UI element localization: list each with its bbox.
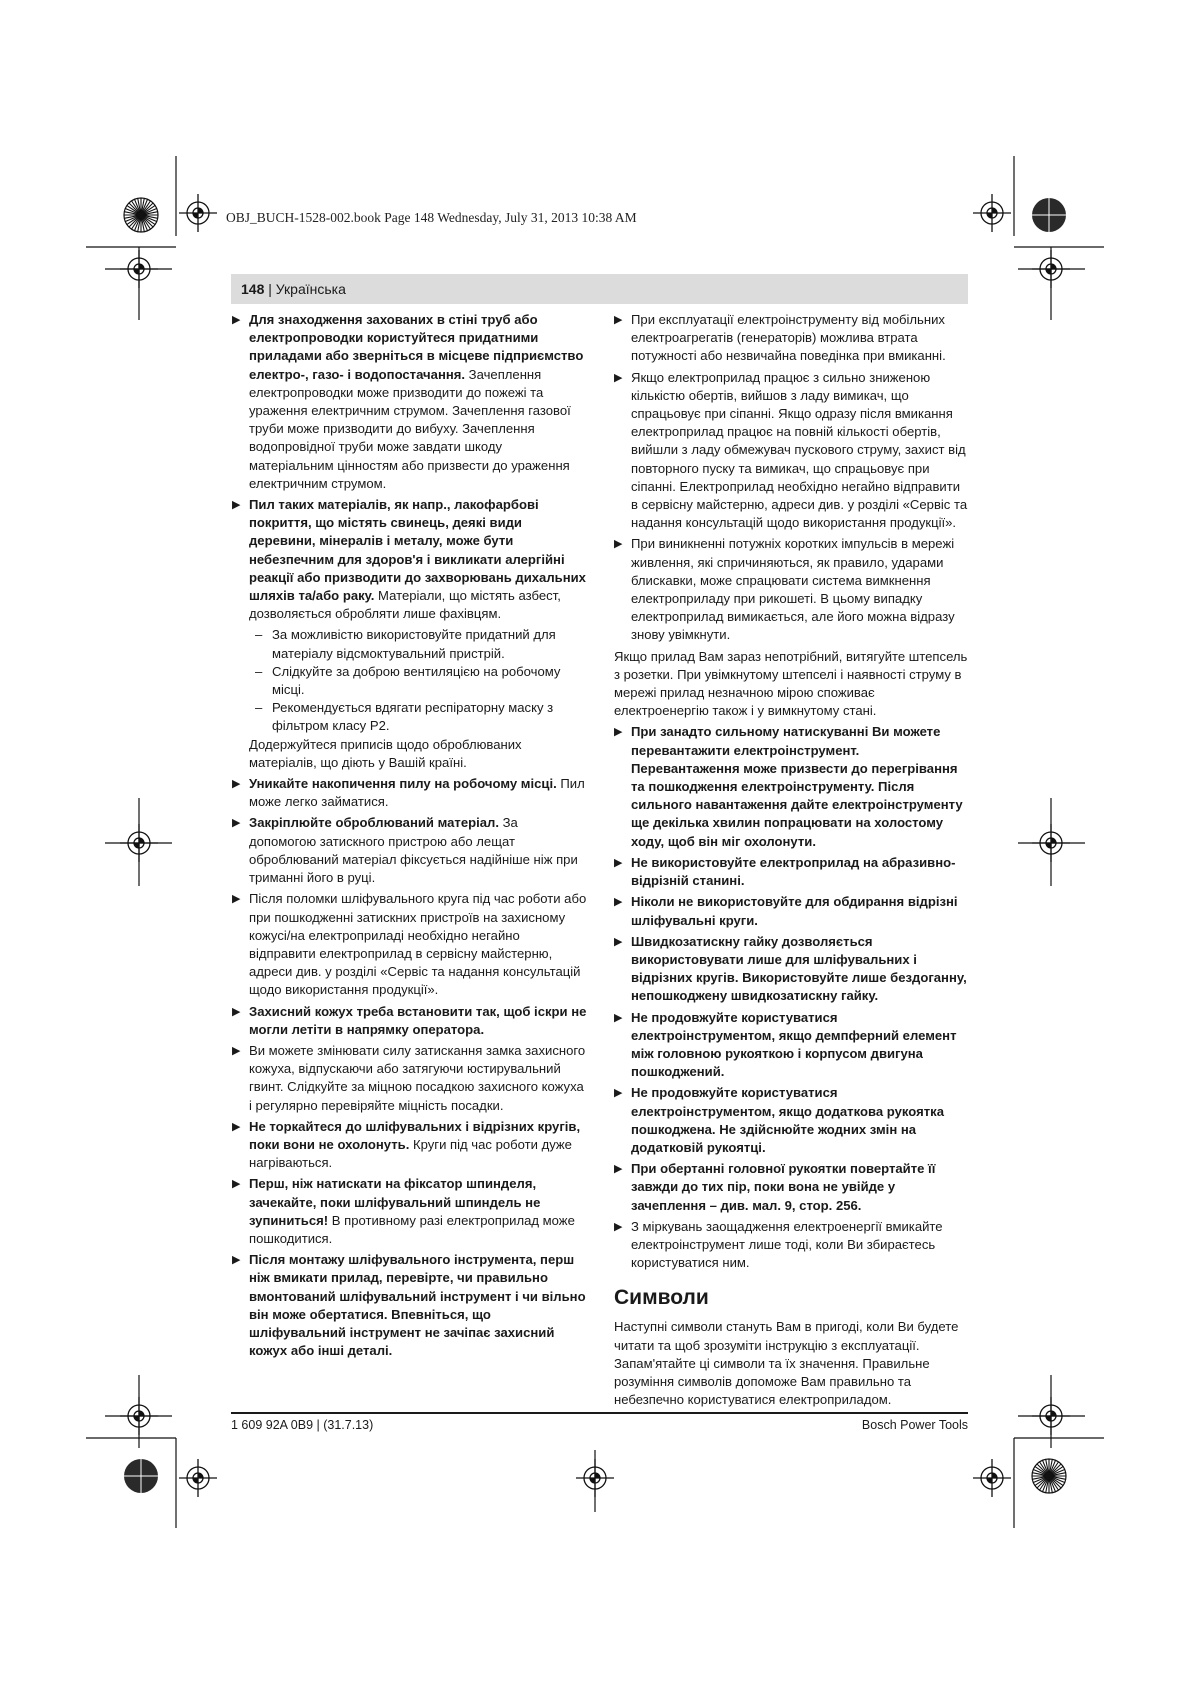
- registration-mark-icon: [1032, 824, 1070, 862]
- list-item: [232, 814, 588, 887]
- registration-mark-icon: [973, 1459, 1011, 1497]
- color-target-icon: [124, 1459, 158, 1493]
- triangle-bullet-icon: ▶: [232, 499, 241, 512]
- note-paragraph: Додержуйтеся приписів щодо оброблюваних матеріалів, що діють у Вашій країні.: [249, 736, 522, 770]
- triangle-bullet-icon: ▶: [614, 935, 623, 948]
- item-warning: Не продовжуйте користуватися електроінструментом, якщо демпферний елемент між головною рукояткою і корпусом двигуна пошкоджений.: [631, 1009, 957, 1080]
- triangle-bullet-icon: ▶: [232, 1254, 241, 1267]
- item-text: Ви можете змінювати силу затискання замка захисного кожуха, відпускаючи або затягуючи юстирувальний гвинт. Слідкуйте за міцною посадкою захисного кожуха і регулярно перевіряйте міцність посадки.: [249, 1042, 586, 1113]
- item-text: Якщо електроприлад працює з сильно зниженою кількістю обертів, вийшов з ладу вимикач, що спрацьовує при сіпанні. Якщо одразу після вмикання електроприлад працює на повній кількості обертів, вийшли з ладу обмежувач пускового струму, захист від повторного пуску та вимикач, що спрацьовує при сіпанні. Електроприлад необхідно негайно відправити в сервісну майстерню, адреси див. у розділі «Сервіс та надання консультацій щодо використання продукції».: [631, 369, 968, 531]
- page-language: Українська: [275, 281, 346, 297]
- registration-mark-icon: [120, 824, 158, 862]
- item-warning: Швидкозатискну гайку дозволяється використовувати лише для шліфувальних і відрізних кругів. Використовуйте лише бездоганну, непошкоджену швидкозатискну гайку.: [631, 933, 967, 1004]
- dash-text: За можливістю використовуйте придатний для матеріалу відсмоктувальний пристрій.: [272, 627, 556, 661]
- color-target-icon: [124, 198, 158, 232]
- item-warning: Не використовуйте електроприлад на абразивно-відрізній станині.: [631, 854, 956, 889]
- list-item: [614, 311, 968, 366]
- list-item: [232, 496, 588, 623]
- dash-bullet: –: [255, 700, 263, 716]
- item-text: Пил може легко займатися.: [249, 776, 585, 810]
- triangle-bullet-icon: ▶: [614, 856, 623, 869]
- triangle-bullet-icon: ▶: [614, 1220, 623, 1233]
- triangle-bullet-icon: ▶: [232, 1044, 241, 1057]
- item-warning: Після монтажу шліфувального інструмента, перш ніж вмикати прилад, перевірте, чи правильно вмонтований шліфувальний інструмент і чи вільно він може обертатися. Впевніться, що шліфувальний інструмент не зачіпає захисний кожух або інші деталі.: [249, 1252, 586, 1359]
- footer-brand: Bosch Power Tools: [861, 1418, 968, 1432]
- list-item: [614, 933, 968, 1006]
- list-item: [232, 775, 588, 811]
- dash-text: Рекомендується вдягати респіраторну маску з фільтром класу Р2.: [272, 700, 554, 734]
- left-column: [232, 311, 588, 1363]
- registration-mark-icon: [1032, 1397, 1070, 1435]
- section-heading: Символи: [614, 1286, 709, 1310]
- list-item: [614, 1084, 968, 1157]
- color-target-icon: [1032, 198, 1066, 232]
- dash-item: [232, 699, 588, 735]
- list-item: [232, 890, 588, 999]
- triangle-bullet-icon: ▶: [232, 1120, 241, 1133]
- triangle-bullet-icon: ▶: [614, 371, 623, 384]
- list-item: [232, 1251, 588, 1360]
- item-text: За допомогою затискного пристрою або лещат оброблюваний матеріал фіксується надійніше ніж при триманні його в руці.: [249, 815, 578, 886]
- triangle-bullet-icon: ▶: [614, 726, 623, 739]
- item-warning: Не торкайтеся до шліфувальних і відрізних кругів, поки вони не охолонуть.: [249, 1118, 581, 1152]
- dash-bullet: –: [255, 663, 263, 679]
- item-text: В противному разі електроприлад може пошкодитися.: [249, 1212, 575, 1246]
- triangle-bullet-icon: ▶: [232, 893, 241, 906]
- triangle-bullet-icon: ▶: [232, 817, 241, 830]
- item-warning: Закріплюйте оброблюваний матеріал.: [249, 815, 499, 831]
- item-text: Круги під час роботи дуже нагріваються.: [249, 1136, 572, 1171]
- item-text: Після поломки шліфувального круга під час роботи або при пошкодженні затискних пристроїв на захисному кожусі/на електроприладі необхідно негайно відправити електроприлад в сервісну майстерню, адреси див. у розділі «Сервіс та надання консультацій щодо використання продукції».: [249, 891, 587, 998]
- item-text: З міркувань заощадження електроенергії вмикайте електроінструмент лише тоді, коли Ви збираєтесь користуватися ним.: [631, 1218, 943, 1271]
- list-item: [614, 535, 968, 644]
- right-column: [614, 311, 968, 1412]
- list-item: [614, 369, 968, 533]
- item-warning: Перш, ніж натискати на фіксатор шпинделя, зачекайте, поки шліфувальний шпиндель не зупиниться!: [249, 1176, 541, 1228]
- list-item: [232, 1118, 588, 1173]
- dash-item: [232, 663, 588, 699]
- triangle-bullet-icon: ▶: [614, 314, 623, 326]
- list-item: [614, 1009, 968, 1082]
- item-text: Матеріали, що містять азбест, дозволяється обробляти лише фахівцям.: [249, 588, 561, 622]
- item-warning: Не продовжуйте користуватися електроінструментом, якщо додаткова рукоятка пошкоджена. Не здійснюйте жодних змін на додатковій рукоятці.: [631, 1085, 944, 1155]
- triangle-bullet-icon: ▶: [232, 314, 241, 326]
- page-number: 148: [241, 281, 265, 297]
- triangle-bullet-icon: ▶: [232, 1005, 241, 1018]
- paragraph: Наступні символи стануть Вам в пригоді, коли Ви будете читати та щоб зрозуміти інструкцію з експлуатації. Запам'ятайте ці символи та їх значення. Правильне розуміння символів допоможе Вам правильно та небезпечно користуватися електроприладом.: [614, 1319, 959, 1408]
- list-item: [614, 1160, 968, 1215]
- triangle-bullet-icon: ▶: [614, 896, 623, 909]
- item-text: При експлуатації електроінструменту від мобільних електроагрегатів (генераторів) можлива втрата потужності або незвичайна поведінка при вмиканні.: [631, 312, 946, 364]
- print-slug: OBJ_BUCH-1528-002.book Page 148 Wednesday, July 31, 2013 10:38 AM: [226, 210, 637, 225]
- registration-mark-icon: [179, 194, 217, 232]
- item-warning: Ніколи не використовуйте для обдирання відрізні шліфувальні круги.: [631, 894, 958, 928]
- dash-bullet: –: [255, 627, 263, 643]
- footer-doc-number: 1 609 92A 0B9 | (31.7.13): [231, 1418, 374, 1432]
- registration-mark-icon: [120, 1397, 158, 1435]
- dash-text: Слідкуйте за доброю вентиляцією на робочому місці.: [272, 663, 561, 698]
- item-warning: Пил таких матеріалів, як напр., лакофарбові покриття, що містять свинець, деякі види деревини, мінералів і металу, може бути небезпечним для здоров'я і викликати алергійні реакції або призводити до захворювань дихальних шляхів та/або раку.: [249, 497, 586, 604]
- triangle-bullet-icon: ▶: [614, 1163, 623, 1176]
- triangle-bullet-icon: ▶: [232, 1178, 241, 1191]
- item-warning: Захисний кожух треба встановити так, щоб іскри не могли летіти в напрямку оператора.: [249, 1003, 587, 1037]
- list-item: [232, 1042, 588, 1115]
- list-item: [232, 1003, 588, 1039]
- item-text: Зачеплення електропроводки може призводити до пожежі та ураження електричним струмом. Зачеплення газової труби може призводити до вибуху. Зачеплення водопровідної труби може завдати шкоду матеріальним цінностям або призвести до ураження електричним струмом.: [249, 366, 571, 491]
- item-warning: При обертанні головної рукоятки повертайте її завжди до тих пір, поки вона не увійде у зачеплення – див. мал. 9, стор. 256.: [631, 1161, 936, 1213]
- triangle-bullet-icon: ▶: [614, 1011, 623, 1024]
- item-text: При виникненні потужніх коротких імпульсів в мережі живлення, які спричиняються, як правило, ударами блискавки, може спрацювати система вимкнення електроприладу при рикошеті. В цьому випадку електроприлад вимикається, але його можна відразу знову увімкнути.: [631, 536, 955, 643]
- page-header: 148 | Українська: [231, 274, 968, 304]
- list-item: [614, 893, 968, 929]
- list-item: [614, 723, 968, 850]
- triangle-bullet-icon: ▶: [614, 538, 623, 551]
- triangle-bullet-icon: ▶: [614, 1087, 623, 1100]
- item-warning: Уникайте накопичення пилу на робочому місці.: [249, 776, 557, 792]
- item-warning: При занадто сильному натискуванні Ви можете перевантажити електроінструмент. Перевантаження може призвести до перегрівання та пошкодження електроінструменту. Після сильного навантаження дайте електроінструменту ще декілька хвилин попрацювати на холостому ходу, щоб він міг охолонути.: [631, 724, 963, 849]
- color-target-icon: [1032, 1459, 1066, 1493]
- dash-item: [232, 626, 588, 662]
- triangle-bullet-icon: ▶: [232, 778, 241, 791]
- footer-rule: [231, 1412, 968, 1414]
- list-item: [232, 311, 588, 493]
- item-warning: Для знаходження захованих в стіні труб або електропроводки користуйтеся придатними приладами або зверніться в місцеве підприємство електро-, газо- і водопостачання.: [249, 312, 584, 382]
- list-item: [232, 1175, 588, 1248]
- registration-mark-icon: [179, 1459, 217, 1497]
- list-item: [614, 854, 968, 890]
- list-item: [614, 1218, 968, 1273]
- paragraph: Якщо прилад Вам зараз непотрібний, витягуйте штепсель з розетки. При увімкнутому штепселі і наявності струму в мережі прилад незначною мірою споживає електроенергію також і у вимкнутому стані.: [614, 648, 968, 719]
- registration-mark-icon: [973, 194, 1011, 232]
